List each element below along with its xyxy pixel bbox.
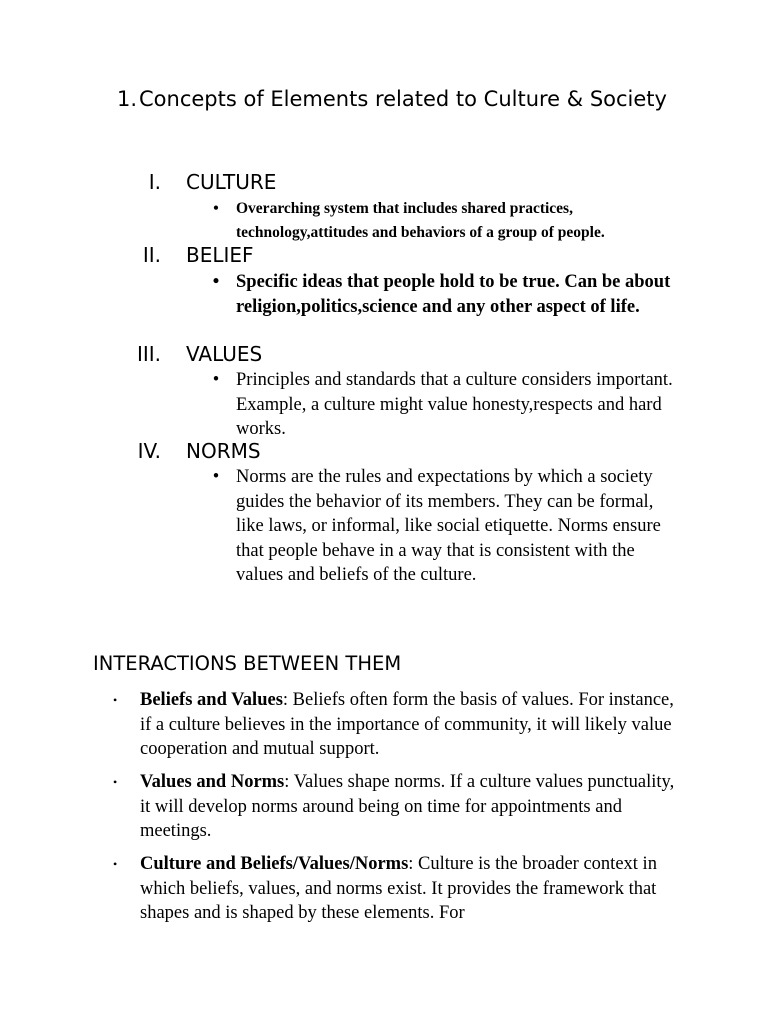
- list-item: [113, 688, 683, 762]
- list-item-term: Culture and Beliefs/Values/Norms: [140, 854, 409, 874]
- bullet-text: Principles and standards that a culture considers important. Example, a culture might value honesty,respects and hard works.: [236, 370, 673, 439]
- bullet-dot: •: [113, 857, 118, 871]
- section-title: BELIEF: [186, 243, 254, 267]
- bullet-text: Norms are the rules and expectations by which a society guides the behavior of its members. They can be formal, like laws, or informal, like social etiquette. Norms ensure that people behave in a way that is consistent with the values and beliefs of the culture.: [236, 467, 661, 585]
- interactions-list: [113, 770, 683, 844]
- bullet-dot: •: [113, 775, 118, 789]
- section-title: CULTURE: [186, 170, 277, 194]
- interactions-list: [113, 852, 683, 926]
- bullet-dot: •: [212, 272, 220, 292]
- section-numeral: II.: [142, 243, 161, 267]
- list-item-term: Values and Norms: [140, 772, 285, 792]
- section-numeral: III.: [136, 342, 161, 366]
- list-item-text: [140, 852, 683, 926]
- document-title: [117, 86, 677, 113]
- section-numeral: IV.: [137, 439, 161, 463]
- bullet-dot: •: [212, 467, 220, 487]
- list-item-text: [140, 770, 683, 844]
- bullet-values: [211, 368, 681, 442]
- section-numeral: I.: [148, 170, 161, 194]
- bullet-belief: [211, 270, 681, 319]
- title-number: 1.: [117, 87, 138, 111]
- list-item-body: : Beliefs often form the basis of values. For instance, if a culture believes in the importance of community, it will likely value cooperation and mutual support.: [140, 690, 674, 759]
- list-item-term: Beliefs and Values: [140, 690, 283, 710]
- bullet-dot: •: [113, 693, 118, 707]
- title-text: Concepts of Elements related to Culture & Society: [139, 87, 667, 111]
- bullet-culture: [211, 197, 681, 245]
- list-item: [113, 852, 683, 926]
- list-item: [113, 770, 683, 844]
- section-title: VALUES: [186, 342, 263, 366]
- section-title: NORMS: [186, 439, 261, 463]
- bullet-dot: •: [212, 370, 220, 390]
- list-item-body: : Values shape norms. If a culture values punctuality, it will develop norms around being on time for appointments and meetings.: [140, 772, 675, 841]
- bullet-text: Overarching system that includes shared practices, technology,attitudes and behaviors of a group of people.: [236, 200, 605, 241]
- interactions-heading: INTERACTIONS BETWEEN THEM: [93, 652, 402, 675]
- bullet-text: Specific ideas that people hold to be true. Can be about religion,politics,science and any other aspect of life.: [236, 272, 671, 317]
- list-item-text: [140, 688, 683, 762]
- bullet-dot: •: [213, 200, 219, 217]
- list-item-body: : Culture is the broader context in which beliefs, values, and norms exist. It provides the framework that shapes and is shaped by these elements. For: [140, 854, 657, 923]
- interactions-list: [113, 688, 683, 762]
- bullet-norms: [211, 465, 681, 588]
